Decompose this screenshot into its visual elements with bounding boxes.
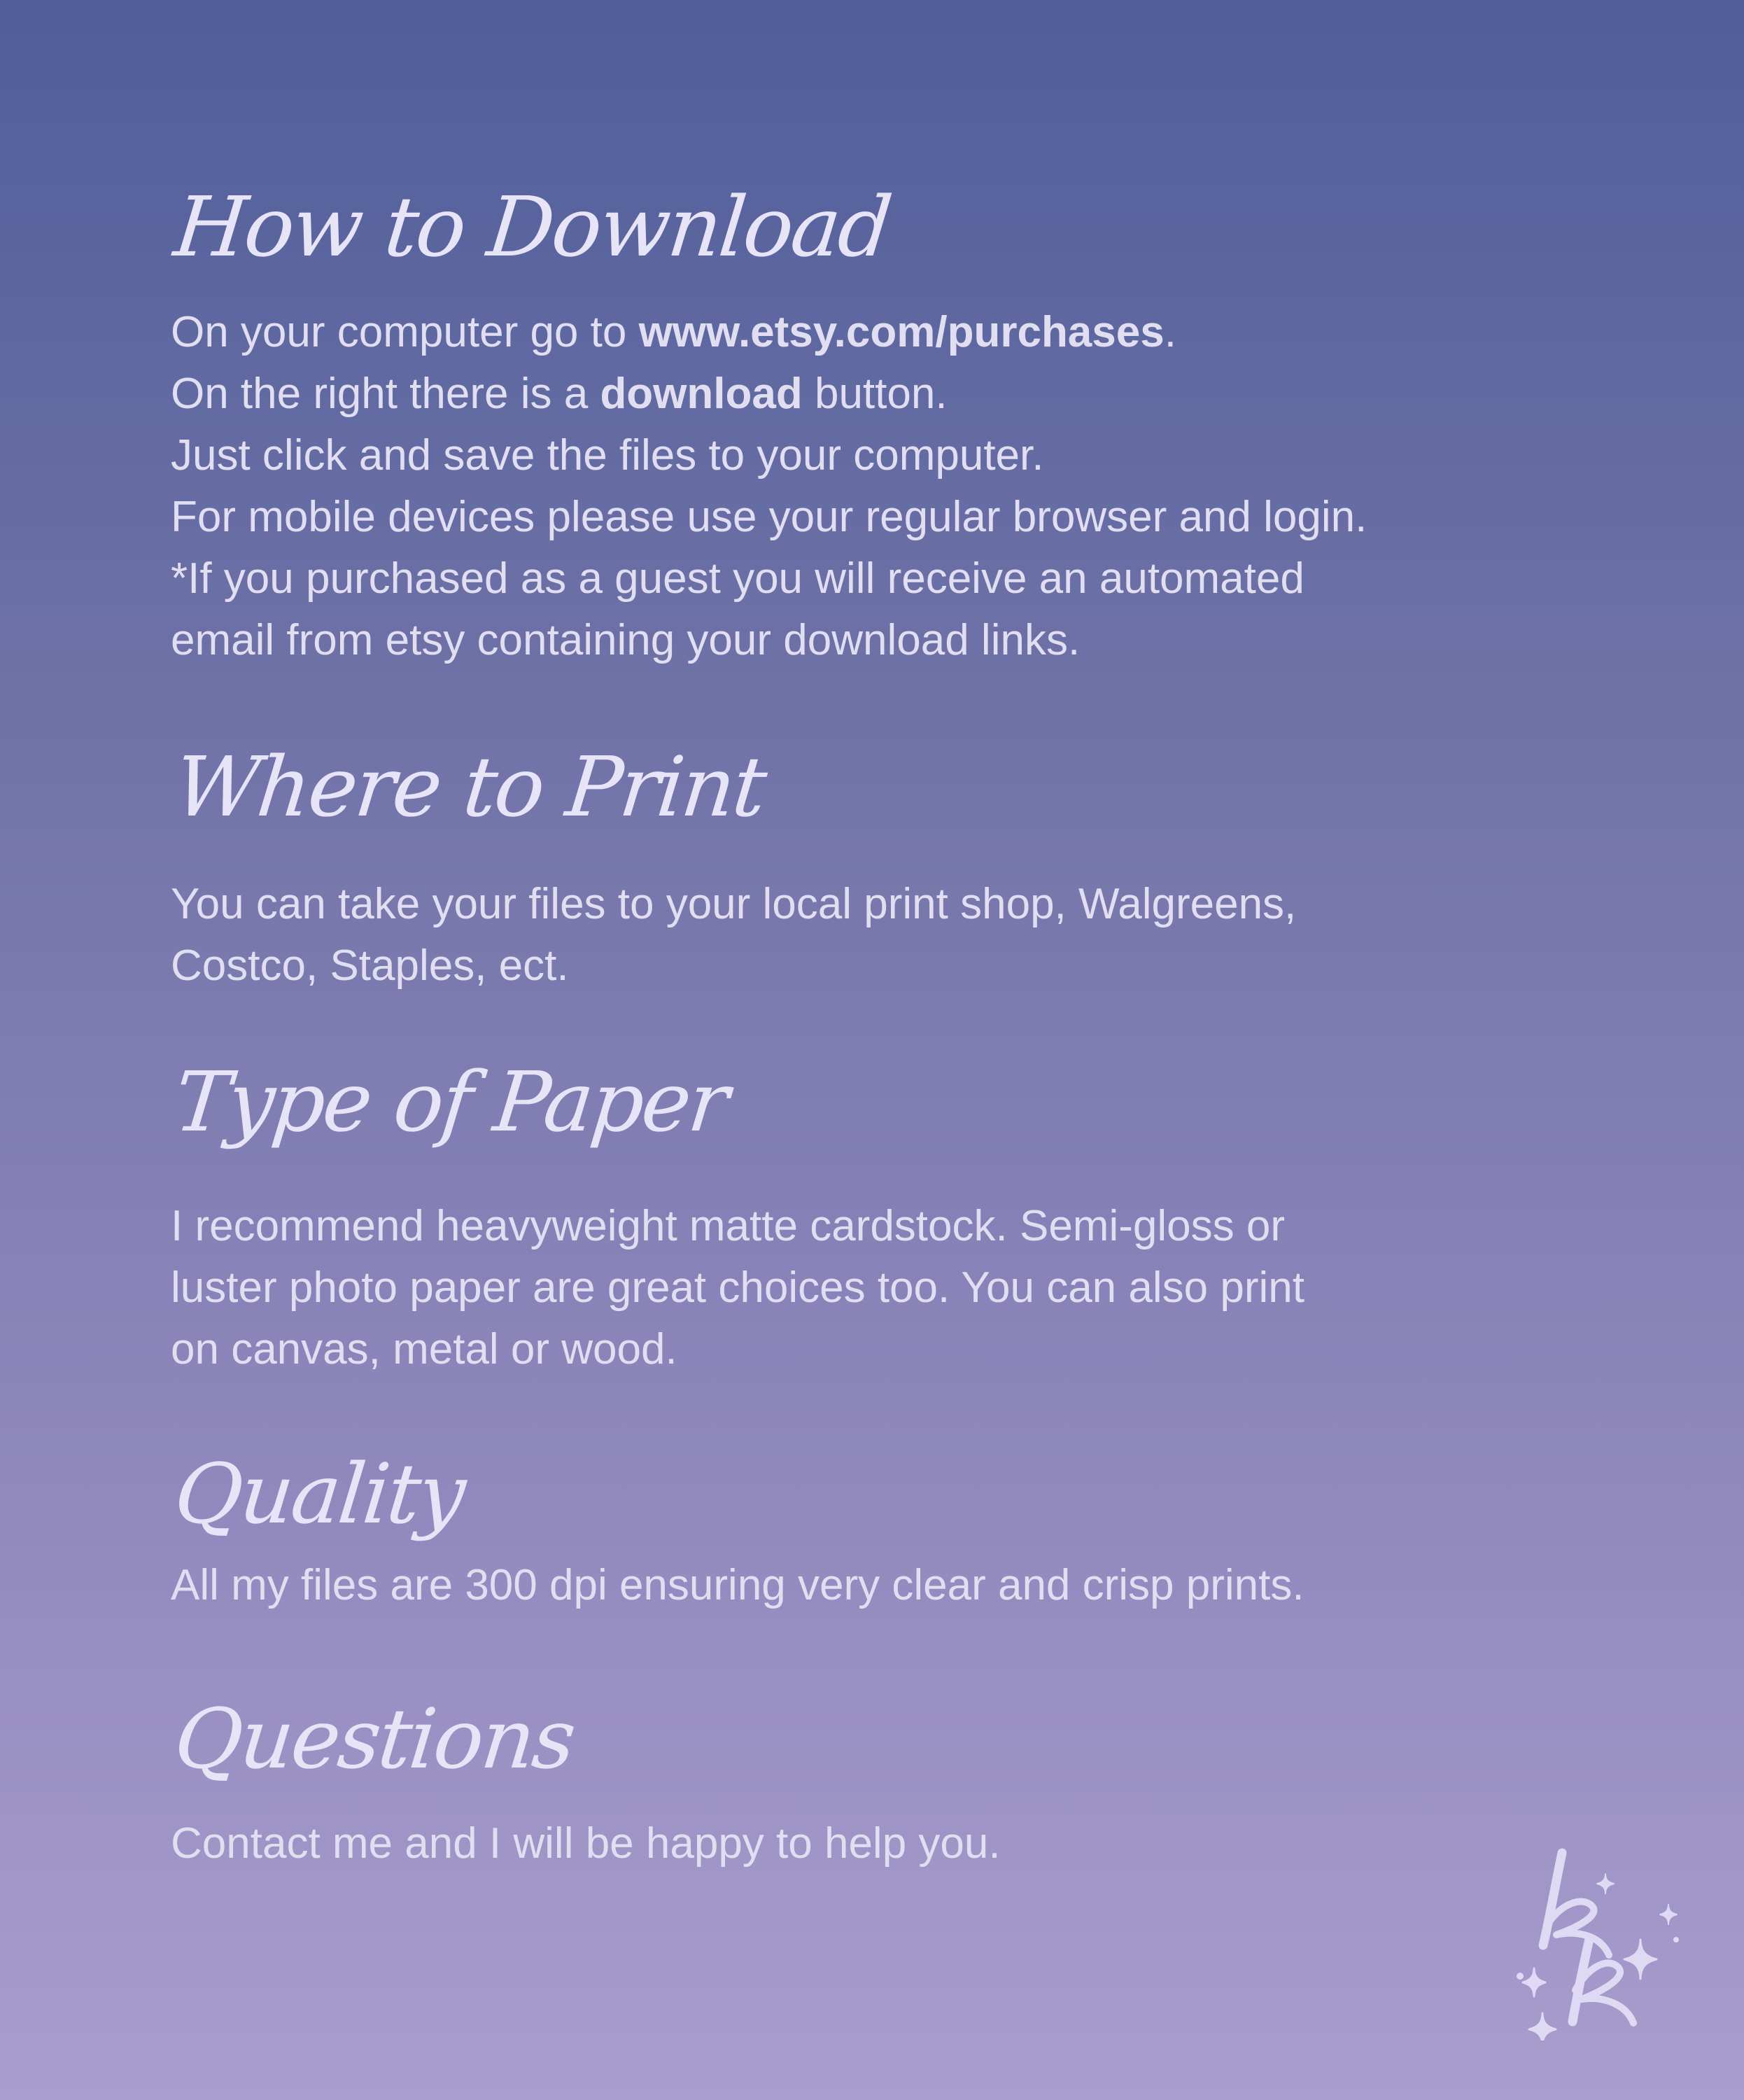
paper-text (171, 1196, 1605, 1380)
questions-section (169, 1690, 1605, 1875)
sparkle-monogram-icon (1512, 1837, 1694, 2040)
print-text (171, 874, 1605, 997)
paper-text-line: on canvas, metal or wood. (171, 1325, 677, 1373)
paper-heading: Type of Paper (169, 1054, 732, 1150)
quality-section (169, 1446, 1605, 1616)
paper-text-line: I recommend heavyweight matte cardstock. Semi-gloss or (171, 1202, 1285, 1250)
paper-section (169, 1054, 1605, 1380)
questions-text: Contact me and I will be happy to help you. (171, 1819, 1001, 1868)
print-text-line: Costco, Staples, ect. (171, 941, 569, 990)
download-instructions (171, 302, 1605, 671)
print-heading: Where to Print (169, 738, 770, 835)
download-line-computer-suffix: . (1164, 308, 1176, 356)
print-text-line: You can take your files to your local print shop, Walgreens, (171, 880, 1297, 928)
download-word: download (600, 370, 803, 418)
quality-text: All my files are 300 dpi ensuring very clear and crisp prints. (171, 1561, 1305, 1609)
download-line-mobile: For mobile devices please use your regular browser and login. (171, 493, 1367, 541)
download-line-email: email from etsy containing your download links. (171, 616, 1081, 664)
print-section (169, 738, 1605, 997)
download-line-button-suffix: button. (802, 370, 948, 418)
questions-heading: Questions (169, 1690, 579, 1787)
quality-heading: Quality (169, 1446, 469, 1542)
download-line-button-prefix: On the right there is a (171, 370, 600, 418)
download-line-guest: *If you purchased as a guest you will receive an automated (171, 554, 1305, 603)
etsy-purchases-link[interactable]: www.etsy.com/purchases (638, 308, 1165, 356)
download-line-computer-prefix: On your computer go to (171, 308, 639, 356)
download-line-computer (171, 302, 1605, 363)
download-heading: How to Download (169, 178, 895, 275)
download-section (169, 178, 1605, 671)
download-line-button (171, 363, 1605, 425)
download-line-save: Just click and save the files to your computer. (171, 431, 1044, 479)
paper-text-line: luster photo paper are great choices too. You can also print (171, 1264, 1305, 1312)
